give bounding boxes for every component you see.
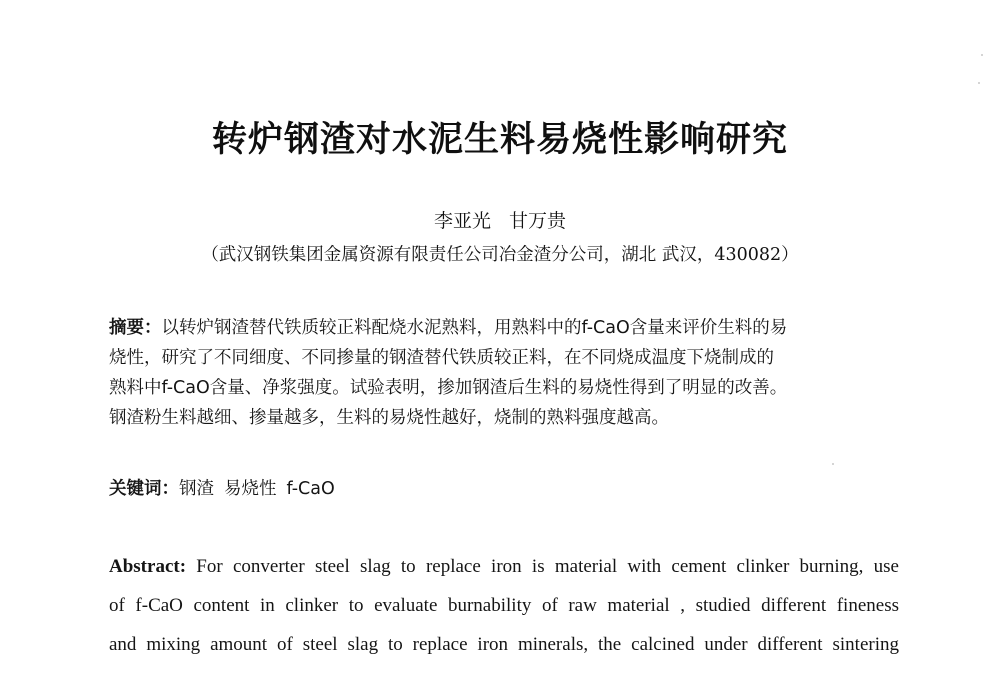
author-name: 李亚光 [433,210,491,232]
abstract-line: 钢渣粉生料越细、掺量越多，生料的易烧性越好，烧制的熟料强度越高。 [109,408,669,428]
keywords-label: 关键词： [109,479,179,499]
paper-title: 转炉钢渣对水泥生料易烧性影响研究 [211,120,788,160]
keywords [109,475,345,500]
scan-speck [981,54,983,56]
english-abstract [109,554,899,671]
scan-speck [978,82,980,84]
abstract-line [109,554,899,593]
author-name: 甘万贵 [509,210,567,232]
chinese-abstract [109,313,899,433]
abstract-line: and mixing amount of steel slag to replace iron minerals, the calcined under different sintering [109,634,899,655]
abstract-line [109,313,899,343]
abstract-line: 熟料中f-CaO含量、净浆强度。试验表明，掺加钢渣后生料的易烧性得到了明显的改善。 [109,378,788,398]
keyword: 易烧性 [224,479,277,499]
author-list [0,206,1000,233]
abstract-line: 烧性，研究了不同细度、不同掺量的钢渣替代铁质较正料，在不同烧成温度下烧制成的 [109,348,774,368]
keyword: 钢渣 [179,479,214,499]
abstract-line: of f-CaO content in clinker to evaluate burnability of raw material , studied different fineness [109,595,899,616]
keyword: f-CaO [286,479,335,499]
abstract-text: For converter steel slag to replace iron is material with cement clinker burning, use [196,556,899,577]
abstract-label: Abstract: [109,556,187,577]
abstract-label: 摘要： [109,318,162,338]
abstract-text: 以转炉钢渣替代铁质较正料配烧水泥熟料，用熟料中的f-CaO含量来评价生料的易 [161,318,788,338]
author-affiliation: （武汉钢铁集团金属资源有限责任公司冶金渣分公司，湖北 武汉，430082） [201,245,799,265]
scan-speck [832,463,834,465]
